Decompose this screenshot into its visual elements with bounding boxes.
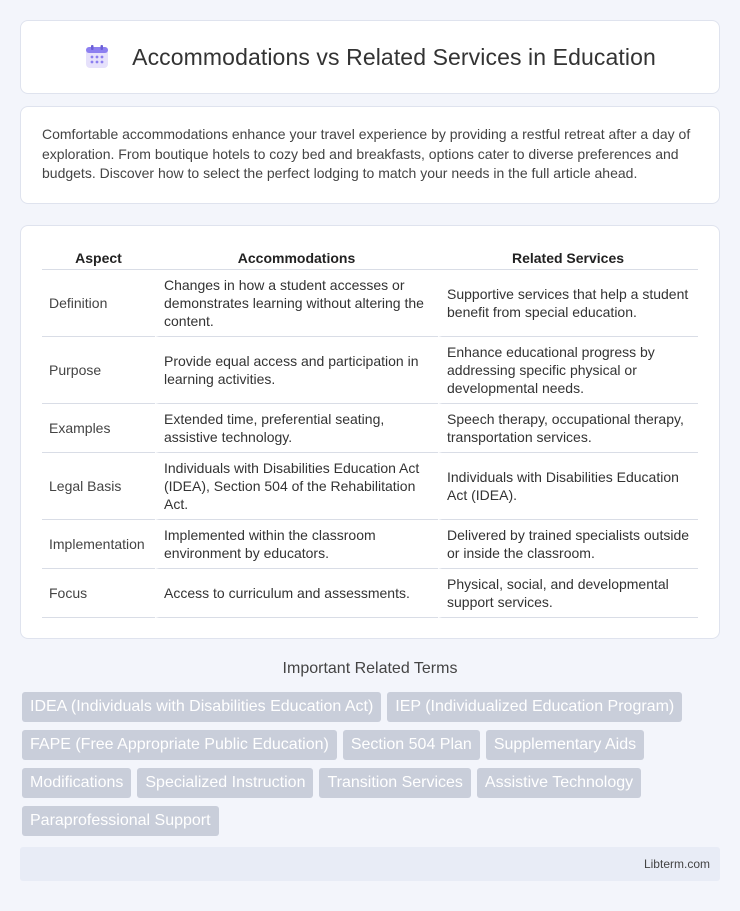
row-related-services: Supportive services that help a student benefit from special education. xyxy=(438,270,698,337)
related-terms-list xyxy=(22,692,722,836)
page-title: Accommodations vs Related Services in Education xyxy=(132,43,656,70)
related-terms-title: Important Related Terms xyxy=(282,660,458,677)
tag-fape[interactable]: FAPE (Free Appropriate Public Education) xyxy=(22,730,337,760)
row-aspect: Purpose xyxy=(42,337,155,404)
tag-specialized-instruction[interactable]: Specialized Instruction xyxy=(137,768,313,798)
tag-modifications[interactable]: Modifications xyxy=(22,768,131,798)
footer xyxy=(20,847,720,881)
row-accommodations: Provide equal access and participation in learning activities. xyxy=(155,337,438,404)
tag-paraprofessional-support[interactable]: Paraprofessional Support xyxy=(22,806,219,836)
row-related-services: Enhance educational progress by addressing specific physical or developmental needs. xyxy=(438,337,698,404)
tag-assistive-technology[interactable]: Assistive Technology xyxy=(477,768,641,798)
calendar-icon xyxy=(84,44,110,70)
header-card xyxy=(20,20,720,94)
row-related-services: Delivered by trained specialists outside or inside the classroom. xyxy=(438,520,698,569)
tag-idea[interactable]: IDEA (Individuals with Disabilities Education Act) xyxy=(22,692,381,722)
row-accommodations: Implemented within the classroom environment by educators. xyxy=(155,520,438,569)
row-aspect: Legal Basis xyxy=(42,453,155,520)
row-accommodations: Individuals with Disabilities Education Act (IDEA), Section 504 of the Rehabilitation Act. xyxy=(155,453,438,520)
column-header-accommodations: Accommodations xyxy=(155,246,438,270)
row-accommodations: Extended time, preferential seating, assistive technology. xyxy=(155,404,438,453)
row-aspect: Examples xyxy=(42,404,155,453)
table-header-row xyxy=(42,246,698,270)
comparison-table-card xyxy=(20,225,720,639)
row-accommodations: Access to curriculum and assessments. xyxy=(155,569,438,618)
comparison-table xyxy=(42,246,698,618)
intro-card xyxy=(20,106,720,204)
row-related-services: Physical, social, and developmental support services. xyxy=(438,569,698,618)
tag-transition-services[interactable]: Transition Services xyxy=(319,768,470,798)
tag-iep[interactable]: IEP (Individualized Education Program) xyxy=(387,692,682,722)
footer-brand-link[interactable]: Libterm.com xyxy=(643,857,710,871)
table-row xyxy=(42,270,698,337)
row-related-services: Speech therapy, occupational therapy, transportation services. xyxy=(438,404,698,453)
table-row xyxy=(42,404,698,453)
tag-supplementary-aids[interactable]: Supplementary Aids xyxy=(486,730,644,760)
row-related-services: Individuals with Disabilities Education Act (IDEA). xyxy=(438,453,698,520)
column-header-aspect: Aspect xyxy=(42,246,155,270)
intro-text: Comfortable accommodations enhance your travel experience by providing a restful retreat after a day of exploration. From boutique hotels to cozy bed and breakfasts, options cater to diverse preferences and budgets. Discover how to select the perfect lodging to match your needs in the full article ahead. xyxy=(42,126,691,181)
table-row xyxy=(42,569,698,618)
table-row xyxy=(42,337,698,404)
table-row xyxy=(42,520,698,569)
table-row xyxy=(42,453,698,520)
row-aspect: Focus xyxy=(42,569,155,618)
row-aspect: Implementation xyxy=(42,520,155,569)
row-aspect: Definition xyxy=(42,270,155,337)
column-header-related-services: Related Services xyxy=(438,246,698,270)
tag-section-504-plan[interactable]: Section 504 Plan xyxy=(343,730,480,760)
row-accommodations: Changes in how a student accesses or demonstrates learning without altering the content. xyxy=(155,270,438,337)
